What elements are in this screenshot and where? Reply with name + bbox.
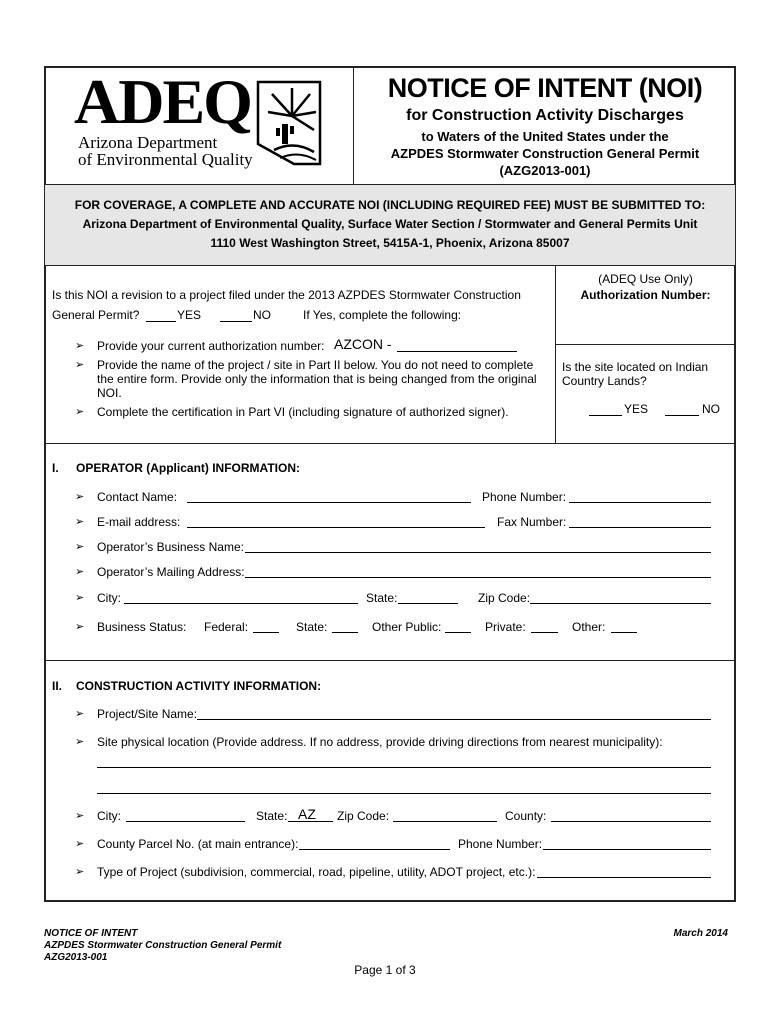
contact-name-input[interactable] (187, 502, 471, 503)
mailing-address-label: Operator’s Mailing Address: (97, 565, 245, 579)
footer-form-name: NOTICE OF INTENT (44, 928, 138, 939)
revision-yes-label: YES (177, 308, 202, 322)
adeq-logo (72, 66, 330, 176)
revision-no-label: NO (253, 308, 271, 322)
project-type-input[interactable] (537, 877, 711, 878)
bullet-arrow-icon: ➢ (75, 736, 85, 748)
authorization-number-label: Authorization Number: (580, 288, 711, 302)
divider (45, 184, 735, 185)
revision-question-cont: General Permit? (52, 308, 140, 322)
footer-permit-name: AZPDES Stormwater Construction General Permit (44, 940, 282, 951)
footer-permit-number: AZG2013-001 (44, 952, 108, 963)
logo-subtitle-line2: of Environmental Quality (78, 150, 253, 169)
arizona-map-icon (254, 80, 326, 166)
business-status-label: Business Status: (97, 620, 187, 634)
revision-yes-blank[interactable] (146, 321, 176, 322)
contact-name-label: Contact Name: (97, 490, 178, 504)
indian-country-question: Is the site located on Indian (562, 360, 709, 374)
logo-subtitle-line1: Arizona Department (78, 133, 218, 152)
state-status-input[interactable] (332, 632, 358, 633)
site-state-input[interactable] (288, 821, 333, 822)
site-county-input[interactable] (551, 821, 711, 822)
phone-label: Phone Number: (482, 490, 567, 504)
auth-number-prefix: AZCON - (334, 336, 392, 352)
other-input[interactable] (611, 632, 637, 633)
private-label: Private: (485, 620, 526, 634)
bullet-arrow-icon: ➢ (75, 708, 85, 720)
bullet-arrow-icon: ➢ (75, 491, 85, 503)
project-name-input[interactable] (197, 719, 711, 720)
site-location-input-line1[interactable] (97, 767, 711, 768)
certification-instruction: Complete the certification in Part VI (including signature of authorized signer). (97, 405, 509, 419)
bullet-arrow-icon: ➢ (75, 406, 85, 418)
federal-input[interactable] (253, 632, 279, 633)
coverage-address: 1110 West Washington Street, 5415A-1, Phoenix, Arizona 85007 (210, 236, 570, 250)
site-location-label: Site physical location (Provide address. If no address, provide driving directions from nearest municipality): (97, 735, 663, 749)
revision-if-yes: If Yes, complete the following: (303, 308, 462, 322)
zip-input[interactable] (530, 603, 711, 604)
site-county-label: County: (505, 809, 547, 823)
indian-yes-blank[interactable] (589, 415, 622, 416)
parcel-label: County Parcel No. (at main entrance): (97, 837, 299, 851)
site-phone-label: Phone Number: (458, 837, 543, 851)
state-input[interactable] (398, 603, 458, 604)
page-number: Page 1 of 3 (354, 963, 416, 977)
bullet-arrow-icon: ➢ (75, 566, 85, 578)
state-status-label: State: (296, 620, 328, 634)
city-label: City: (97, 591, 121, 605)
site-phone-input[interactable] (543, 849, 711, 850)
mailing-address-input[interactable] (245, 577, 711, 578)
adeq-use-only: (ADEQ Use Only) (598, 272, 693, 286)
footer-date: March 2014 (673, 928, 728, 939)
bullet-arrow-icon: ➢ (75, 621, 85, 633)
bullet-arrow-icon: ➢ (75, 541, 85, 553)
auth-number-input[interactable] (397, 351, 517, 352)
other-public-label: Other Public: (372, 620, 442, 634)
project-type-label: Type of Project (subdivision, commercial, road, pipeline, utility, ADOT project, etc.): (97, 865, 536, 879)
bullet-arrow-icon: ➢ (75, 592, 85, 604)
indian-yes-label: YES (624, 402, 649, 416)
parcel-input[interactable] (299, 849, 450, 850)
email-label: E-mail address: (97, 515, 181, 529)
fax-input[interactable] (569, 527, 711, 528)
zip-label: Zip Code: (478, 591, 531, 605)
revision-instruction-line1: Provide the name of the project / site in Part II below. You do not need to complete (97, 358, 534, 372)
divider (555, 344, 735, 345)
divider (45, 660, 735, 661)
revision-no-blank[interactable] (220, 321, 252, 322)
coverage-heading: FOR COVERAGE, A COMPLETE AND ACCURATE NOI (INCLUDING REQUIRED FEE) MUST BE SUBMITTED TO: (74, 198, 706, 212)
section2-number: II. (52, 679, 63, 693)
private-input[interactable] (531, 632, 558, 633)
site-zip-input[interactable] (393, 821, 497, 822)
site-state-value: AZ (298, 806, 316, 822)
form-subtitle-line2: AZPDES Stormwater Construction General Permit (390, 146, 700, 161)
site-location-input-line2[interactable] (97, 793, 711, 794)
revision-instruction-line3: NOI. (97, 386, 122, 400)
revision-question: Is this NOI a revision to a project filed under the 2013 AZPDES Stormwater Construction (52, 288, 521, 302)
form-title: NOTICE OF INTENT (NOI) (387, 73, 703, 103)
city-input[interactable] (124, 603, 358, 604)
divider (45, 265, 735, 266)
business-name-label: Operator’s Business Name: (97, 540, 244, 554)
fax-label: Fax Number: (497, 515, 567, 529)
indian-no-label: NO (702, 402, 720, 416)
auth-number-label: Provide your current authorization number: (97, 339, 325, 353)
state-label: State: (366, 591, 398, 605)
form-subtitle: for Construction Activity Discharges (406, 107, 684, 124)
bullet-arrow-icon: ➢ (75, 838, 85, 850)
coverage-agency: Arizona Department of Environmental Quality, Surface Water Section / Stormwater and General Permits Unit (82, 217, 698, 231)
form-subtitle-line1: to Waters of the United States under the (421, 129, 669, 144)
other-label: Other: (572, 620, 606, 634)
site-city-label: City: (97, 809, 121, 823)
section1-title: OPERATOR (Applicant) INFORMATION: (76, 461, 300, 475)
divider (45, 443, 735, 444)
business-name-input[interactable] (245, 552, 711, 553)
site-zip-label: Zip Code: (337, 809, 390, 823)
bullet-arrow-icon: ➢ (75, 810, 85, 822)
bullet-arrow-icon: ➢ (75, 866, 85, 878)
indian-no-blank[interactable] (665, 415, 699, 416)
revision-instruction-line2: the entire form. Provide only the information that is being changed from the original (97, 372, 537, 386)
site-city-input[interactable] (126, 821, 245, 822)
form-permit-number: (AZG2013-001) (499, 163, 591, 178)
phone-input[interactable] (569, 502, 711, 503)
email-input[interactable] (187, 527, 485, 528)
other-public-input[interactable] (445, 632, 471, 633)
federal-label: Federal: (204, 620, 249, 634)
bullet-arrow-icon: ➢ (75, 340, 85, 352)
site-state-label: State: (256, 809, 288, 823)
section1-number: I. (52, 461, 59, 475)
bullet-arrow-icon: ➢ (75, 516, 85, 528)
indian-country-question-cont: Country Lands? (562, 374, 647, 388)
bullet-arrow-icon: ➢ (75, 359, 85, 371)
divider (353, 67, 354, 184)
project-name-label: Project/Site Name: (97, 707, 198, 721)
section2-title: CONSTRUCTION ACTIVITY INFORMATION: (76, 679, 322, 693)
logo-wordmark: ADEQ (74, 66, 251, 137)
